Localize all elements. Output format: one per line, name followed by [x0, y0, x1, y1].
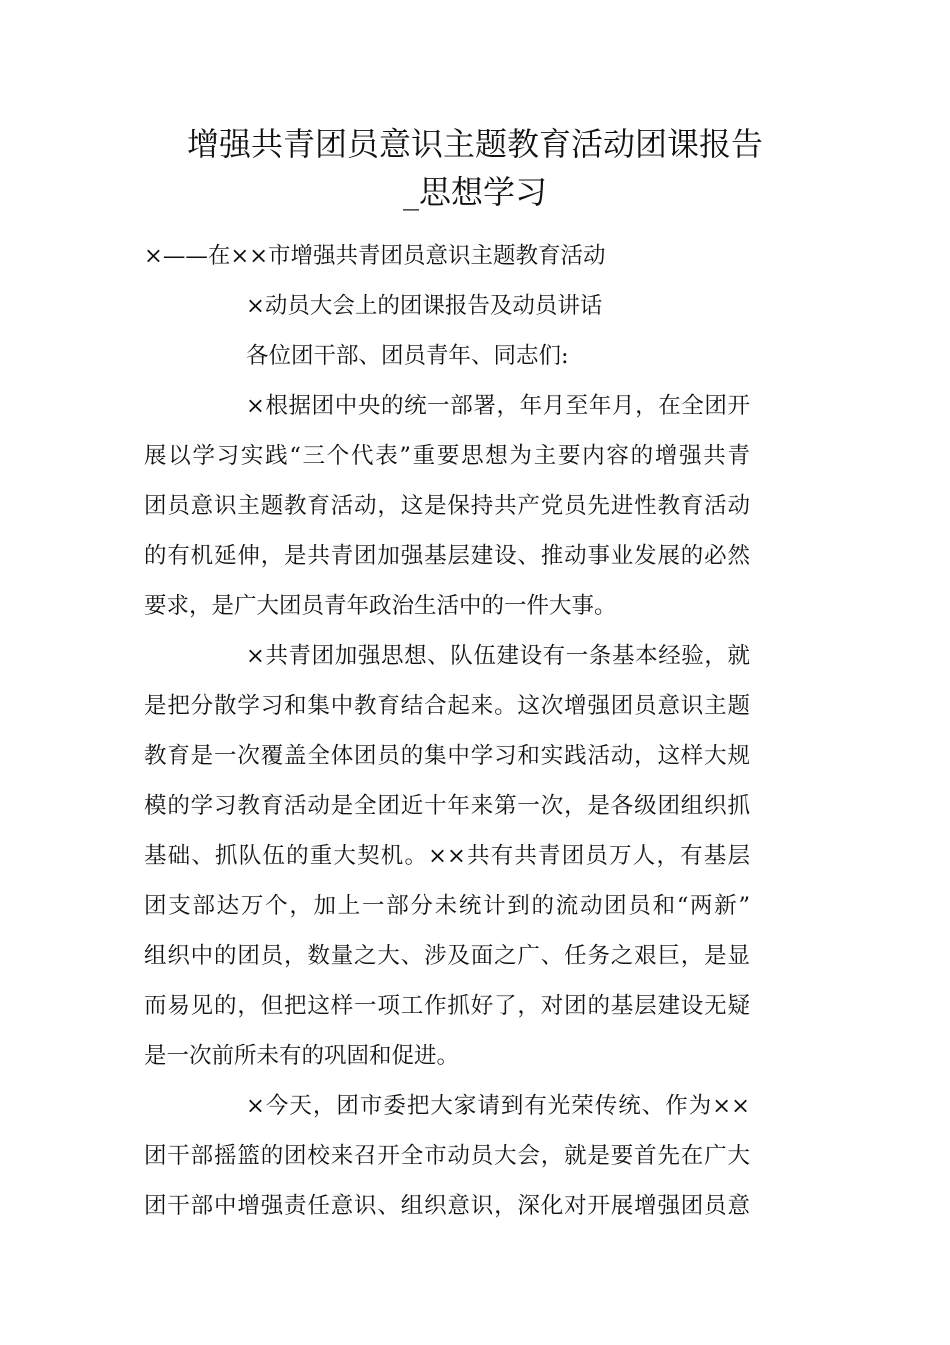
- subtitle-line-1: ×——在××市增强共青团员意识主题教育活动: [144, 243, 606, 269]
- paragraph-1-line-3: 团员意识主题教育活动，这是保持共产党员先进性教育活动: [144, 493, 750, 519]
- subtitle-line-2: ×动员大会上的团课报告及动员讲话: [246, 293, 603, 319]
- paragraph-2-line-4: 模的学习教育活动是全团近十年来第一次，是各级团组织抓: [144, 793, 750, 819]
- salutation: 各位团干部、团员青年、同志们:: [246, 343, 569, 369]
- paragraph-3-line-3: 团干部中增强责任意识、组织意识，深化对开展增强团员意: [144, 1193, 750, 1219]
- paragraph-2-line-9: 是一次前所未有的巩固和促进。: [144, 1043, 460, 1069]
- paragraph-2-line-7: 组织中的团员，数量之大、涉及面之广、任务之艰巨，是显: [144, 943, 750, 969]
- paragraph-2-line-8: 而易见的，但把这样一项工作抓好了，对团的基层建设无疑: [144, 993, 750, 1019]
- paragraph-2-line-6: 团支部达万个，加上一部分未统计到的流动团员和“两新”: [144, 893, 750, 919]
- paragraph-2-line-2: 是把分散学习和集中教育结合起来。这次增强团员意识主题: [144, 693, 750, 719]
- paragraph-1-line-4: 的有机延伸，是共青团加强基层建设、推动事业发展的必然: [144, 543, 750, 569]
- document-title-line-1: 增强共青团员意识主题教育活动团课报告: [186, 125, 763, 163]
- paragraph-2-line-3: 教育是一次覆盖全体团员的集中学习和实践活动，这样大规: [144, 743, 750, 769]
- paragraph-3-line-2: 团干部摇篮的团校来召开全市动员大会，就是要首先在广大: [144, 1143, 750, 1169]
- paragraph-3-line-1: ×今天，团市委把大家请到有光荣传统、作为××: [246, 1093, 750, 1119]
- paragraph-1-line-2: 展以学习实践“三个代表”重要思想为主要内容的增强共青: [144, 443, 750, 469]
- paragraph-2-line-1: ×共青团加强思想、队伍建设有一条基本经验，就: [246, 643, 750, 669]
- paragraph-1-line-5: 要求，是广大团员青年政治生活中的一件大事。: [144, 593, 617, 619]
- paragraph-1-line-1: ×根据团中央的统一部署，年月至年月，在全团开: [246, 393, 750, 419]
- document-title-line-2: _思想学习: [402, 173, 547, 211]
- paragraph-2-line-5: 基础、抓队伍的重大契机。××共有共青团员万人，有基层: [144, 843, 750, 869]
